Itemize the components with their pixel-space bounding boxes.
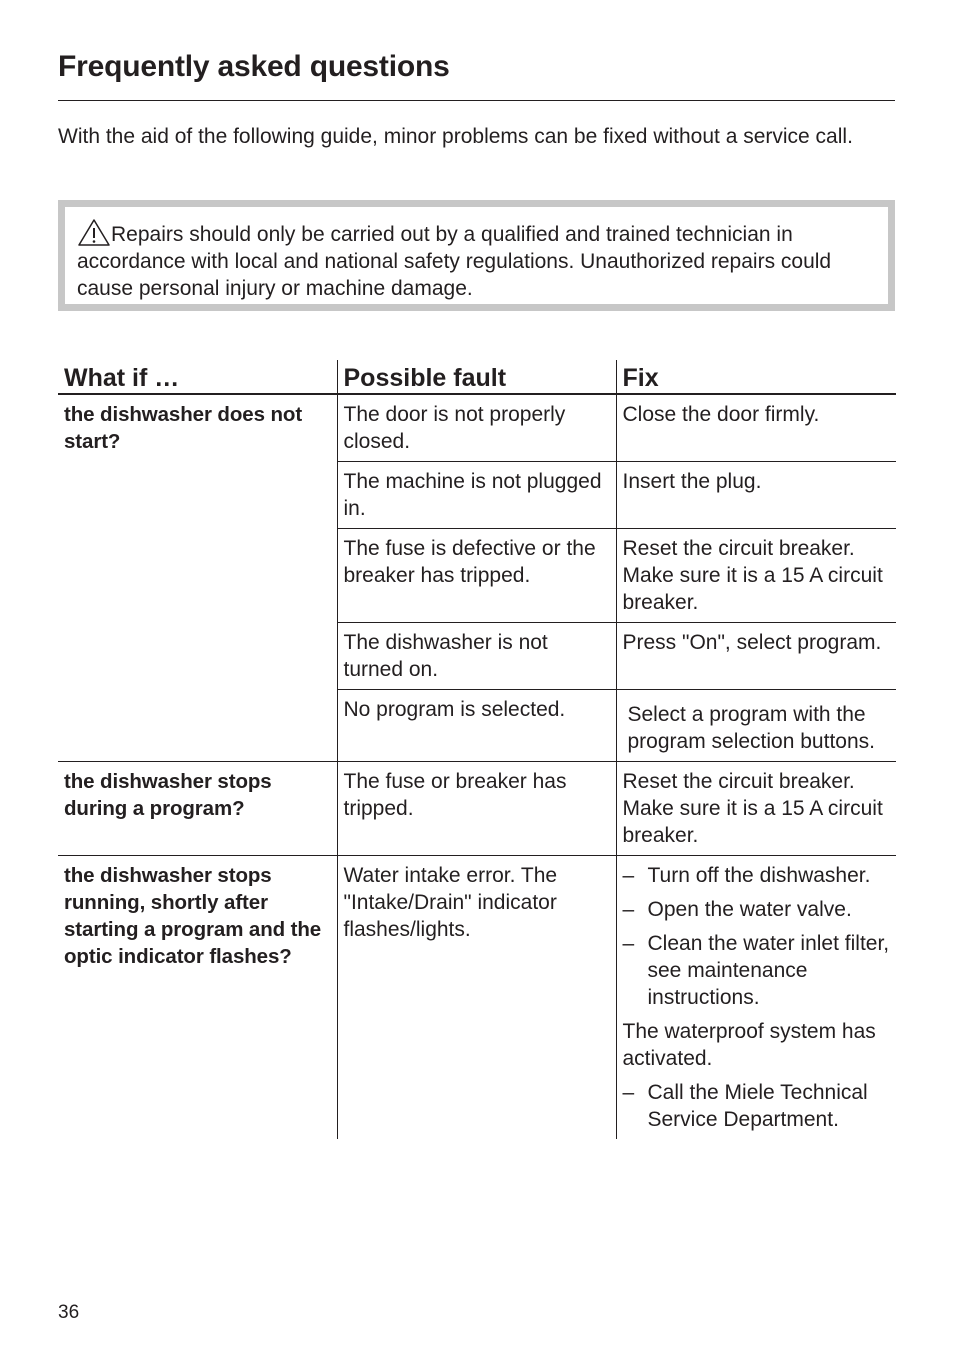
warning-text: Repairs should only be carried out by a qualified and trained technician in accordance with local and national safety regulations. Unauthorized repairs could cause personal injury or machine damage. bbox=[77, 223, 832, 300]
fix-cell: Press "On", select program. bbox=[616, 623, 896, 690]
warning-triangle-icon bbox=[77, 218, 111, 246]
title-divider bbox=[58, 100, 895, 101]
fix-steps-list bbox=[623, 862, 891, 1011]
fault-cell: The fuse or breaker has tripped. bbox=[337, 762, 616, 856]
warning-content bbox=[65, 207, 888, 304]
faq-table bbox=[58, 360, 896, 1139]
fault-cell: No program is selected. bbox=[337, 690, 616, 762]
fault-cell: The dishwasher is not turned on. bbox=[337, 623, 616, 690]
fault-cell: The machine is not plugged in. bbox=[337, 462, 616, 529]
page-title: Frequently asked questions bbox=[58, 50, 450, 83]
page-number: 36 bbox=[58, 1302, 80, 1323]
fix-steps-list bbox=[623, 1079, 891, 1133]
table-row bbox=[58, 762, 896, 856]
fault-cell: The fuse is defective or the breaker has tripped. bbox=[337, 529, 616, 623]
fix-cell bbox=[616, 856, 896, 1140]
fault-cell: The door is not properly closed. bbox=[337, 394, 616, 462]
column-header-what-if: What if … bbox=[58, 360, 337, 394]
fix-step: – Turn off the dishwasher. bbox=[623, 862, 891, 889]
fix-step: – Call the Miele Technical Service Department. bbox=[623, 1079, 891, 1133]
table-row bbox=[58, 856, 896, 1140]
question-cell: the dishwasher stops during a program? bbox=[58, 762, 337, 856]
fault-cell: Water intake error. The "Intake/Drain" indicator flashes/lights. bbox=[337, 856, 616, 1140]
warning-box bbox=[58, 200, 895, 311]
table-header-row bbox=[58, 360, 896, 394]
question-cell: the dishwasher does not start? bbox=[58, 394, 337, 762]
column-header-fix: Fix bbox=[616, 360, 896, 394]
fix-cell: Insert the plug. bbox=[616, 462, 896, 529]
table-row bbox=[58, 394, 896, 462]
fix-cell: Close the door firmly. bbox=[616, 394, 896, 462]
fix-cell: Reset the circuit breaker. Make sure it is a 15 A circuit breaker. bbox=[616, 762, 896, 856]
fix-cell: Select a program with the program selection buttons. bbox=[616, 690, 896, 762]
fix-cell: Reset the circuit breaker. Make sure it is a 15 A circuit breaker. bbox=[616, 529, 896, 623]
column-header-possible-fault: Possible fault bbox=[337, 360, 616, 394]
fix-step: – Clean the water inlet filter, see maintenance instructions. bbox=[623, 930, 891, 1011]
fix-note: The waterproof system has activated. bbox=[622, 1020, 876, 1070]
fix-step: – Open the water valve. bbox=[623, 896, 891, 923]
intro-paragraph: With the aid of the following guide, minor problems can be fixed without a service call. bbox=[58, 125, 853, 148]
question-cell: the dishwasher stops running, shortly after starting a program and the optic indicator flashes? bbox=[64, 864, 322, 968]
